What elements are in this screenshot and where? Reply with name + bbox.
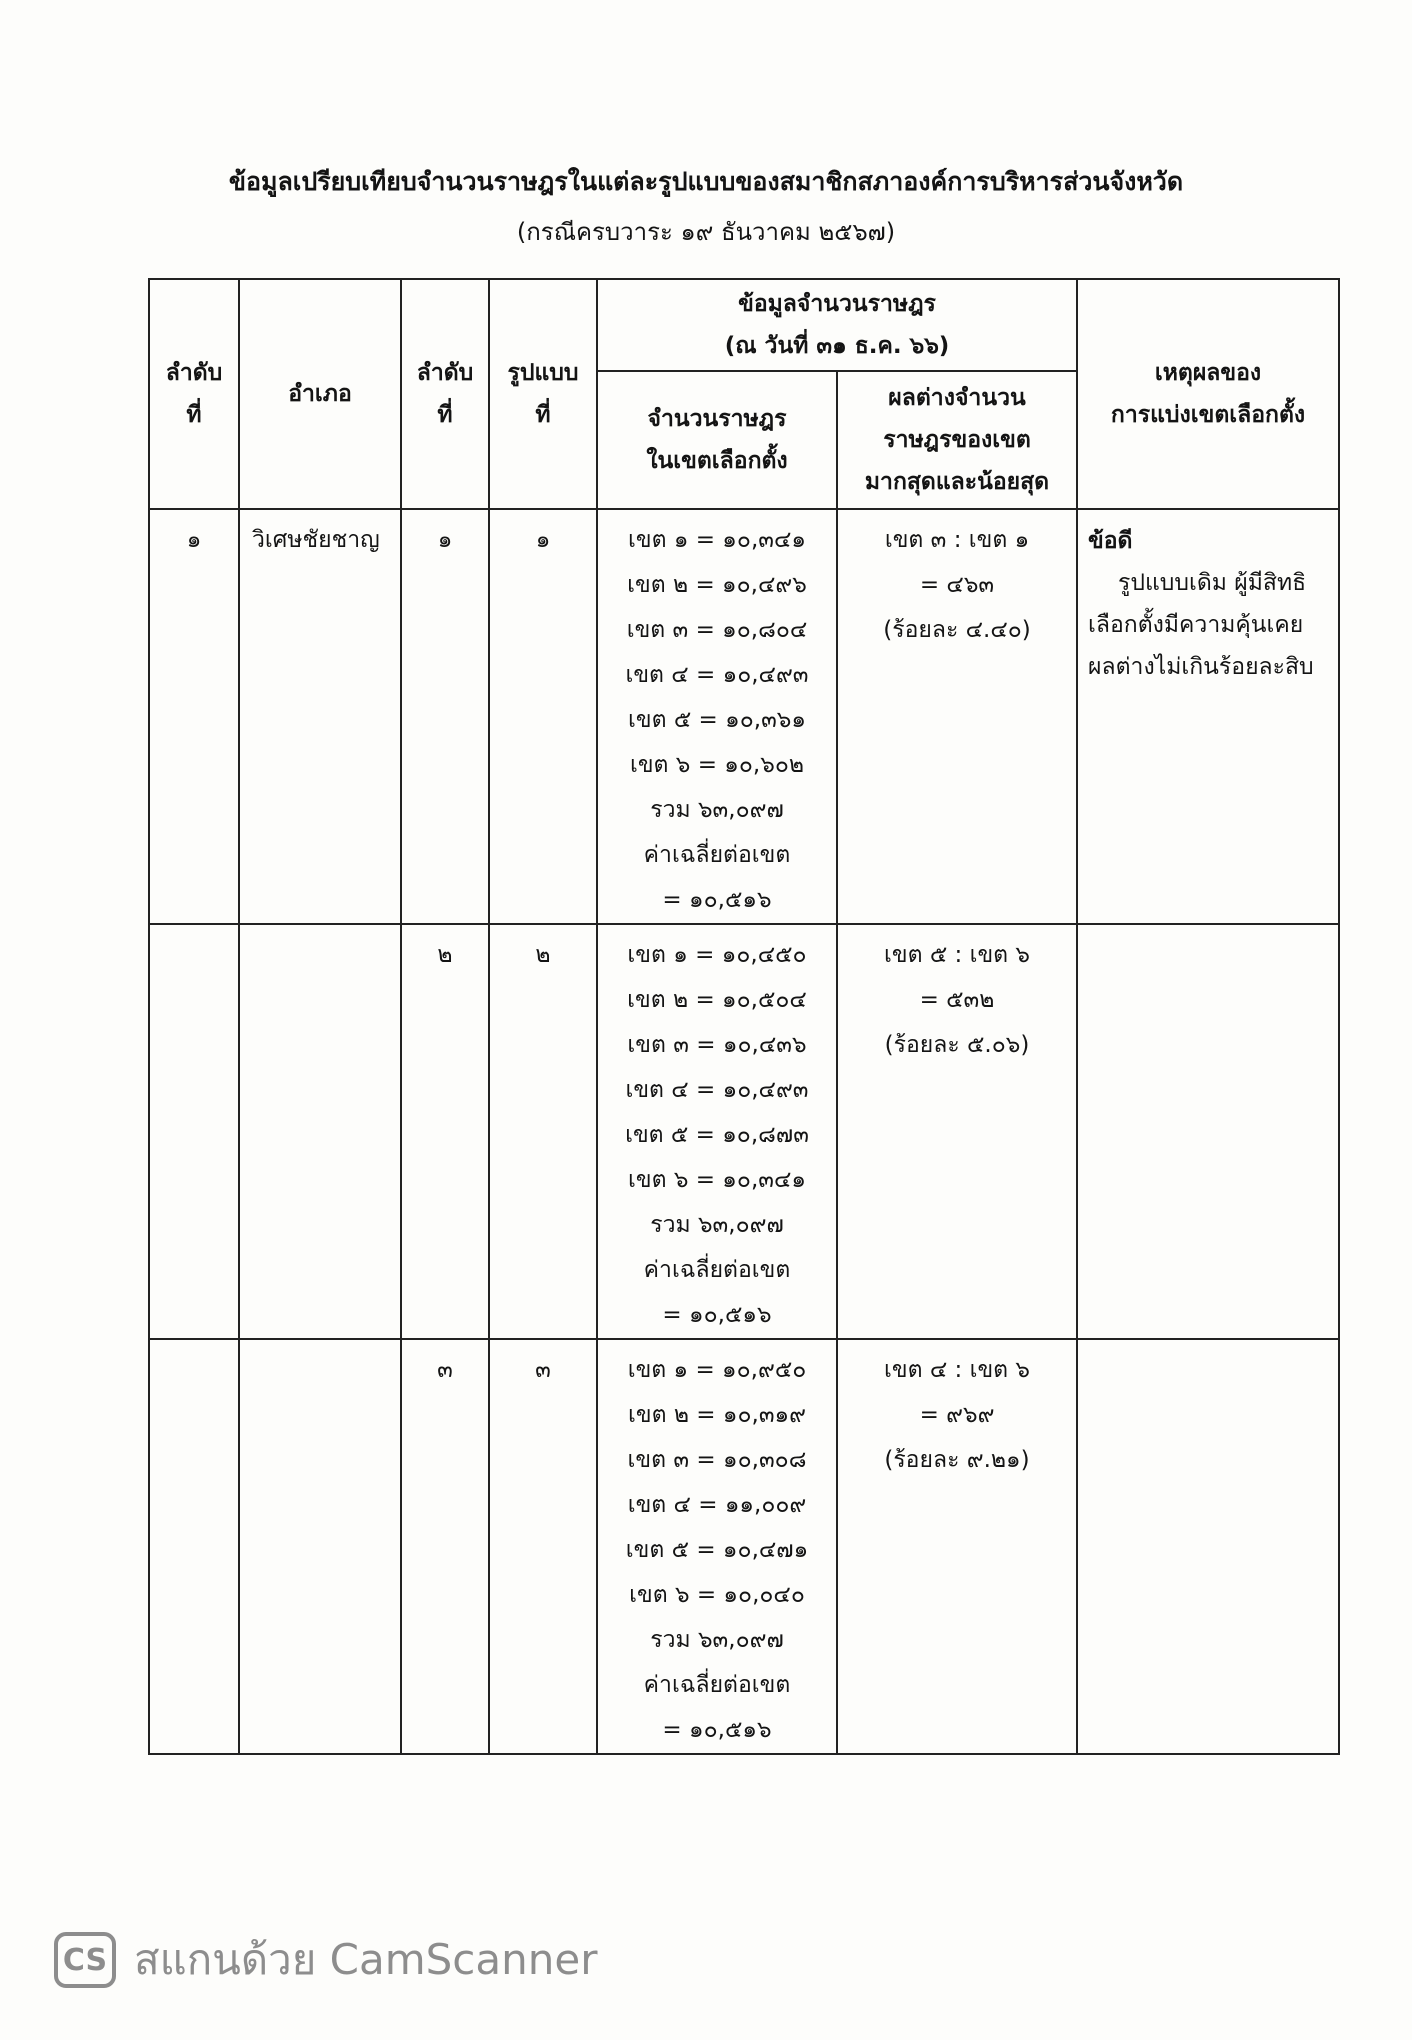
population-line: = ๑๐,๕๑๖ xyxy=(662,887,772,913)
camscanner-watermark xyxy=(54,1930,597,1990)
row-reason-cell xyxy=(1077,509,1339,924)
header-order-line2: ที่ xyxy=(437,402,453,428)
population-line: รวม ๖๓,๐๙๗ xyxy=(650,1627,784,1653)
row-reason-cell xyxy=(1077,924,1339,1339)
row-order-cell xyxy=(401,924,489,1339)
difference-line: = ๕๓๒ xyxy=(919,987,995,1013)
camscanner-label: สแกนด้วย CamScanner xyxy=(134,1935,598,1984)
table-row xyxy=(149,509,1339,924)
difference-line: = ๙๖๙ xyxy=(919,1402,995,1428)
row-order: ๓ xyxy=(437,1357,453,1383)
population-line: เขต ๖ = ๑๐,๐๔๐ xyxy=(629,1582,805,1608)
header-diff-line3: มากสุดและน้อยสุด xyxy=(864,469,1050,495)
row-seq-cell xyxy=(149,509,239,924)
row-reason-cell xyxy=(1077,1339,1339,1754)
row-format-cell xyxy=(489,509,597,924)
row-seq: ๑ xyxy=(186,527,202,553)
row-population-cell xyxy=(597,1339,837,1754)
population-line: เขต ๓ = ๑๐,๔๓๖ xyxy=(627,1032,807,1058)
difference-line: เขต ๔ : เขต ๖ xyxy=(883,1357,1031,1383)
header-seq xyxy=(149,279,239,509)
row-format-cell xyxy=(489,1339,597,1754)
difference-line: (ร้อยละ ๔.๔๐) xyxy=(883,617,1031,643)
header-pop-in-zone-line1: จำนวนราษฎร xyxy=(647,406,787,432)
population-line: เขต ๓ = ๑๐,๘๐๔ xyxy=(626,617,808,643)
population-line: เขต ๔ = ๑๐,๔๙๓ xyxy=(625,1077,809,1103)
difference-line: เขต ๕ : เขต ๖ xyxy=(883,942,1031,968)
row-order-cell xyxy=(401,509,489,924)
header-pop-in-zone-line2: ในเขตเลือกตั้ง xyxy=(646,448,788,474)
header-diff-line2: ราษฎรของเขต xyxy=(883,427,1031,453)
header-order-line1: ลำดับ xyxy=(416,360,474,386)
difference-line: (ร้อยละ ๙.๒๑) xyxy=(884,1447,1030,1473)
header-diff xyxy=(837,371,1077,509)
population-line: ค่าเฉลี่ยต่อเขต xyxy=(643,1672,791,1698)
population-line: เขต ๑ = ๑๐,๔๕๐ xyxy=(627,942,807,968)
population-line: เขต ๒ = ๑๐,๓๑๙ xyxy=(627,1402,806,1428)
row-population-cell xyxy=(597,924,837,1339)
difference-line: = ๔๖๓ xyxy=(919,572,995,598)
header-pop-in-zone xyxy=(597,371,837,509)
difference-line: (ร้อยละ ๕.๐๖) xyxy=(884,1032,1030,1058)
header-seq-line1: ลำดับ xyxy=(165,360,223,386)
row-format: ๓ xyxy=(535,1357,551,1383)
population-line: ค่าเฉลี่ยต่อเขต xyxy=(643,842,791,868)
population-line: รวม ๖๓,๐๙๗ xyxy=(650,797,784,823)
camscanner-logo-icon: CS xyxy=(54,1932,116,1988)
row-seq-cell xyxy=(149,1339,239,1754)
reason-text: รูปแบบเดิม ผู้มีสิทธิเลือกตั้งมีความคุ้นเคย ผลต่างไม่เกินร้อยละสิบ xyxy=(1088,570,1314,680)
document-subtitle: (กรณีครบวาระ ๑๙ ธันวาคม ๒๕๖๗) xyxy=(516,218,896,246)
population-line: เขต ๓ = ๑๐,๓๐๘ xyxy=(627,1447,807,1473)
row-population-cell xyxy=(597,509,837,924)
population-line: เขต ๕ = ๑๐,๔๗๑ xyxy=(625,1537,809,1563)
population-line: = ๑๐,๕๑๖ xyxy=(662,1302,772,1328)
row-difference-cell xyxy=(837,509,1077,924)
header-order xyxy=(401,279,489,509)
population-line: เขต ๔ = ๑๐,๔๙๓ xyxy=(625,662,809,688)
row-district-cell xyxy=(239,924,401,1339)
population-line: เขต ๔ = ๑๑,๐๐๙ xyxy=(627,1492,807,1518)
row-format: ๑ xyxy=(535,527,551,553)
header-reason-line1: เหตุผลของ xyxy=(1154,360,1262,386)
header-district: อำเภอ xyxy=(239,279,401,509)
header-reason-line2: การแบ่งเขตเลือกตั้ง xyxy=(1110,402,1306,428)
population-line: ค่าเฉลี่ยต่อเขต xyxy=(643,1257,791,1283)
row-district: วิเศษชัยชาญ xyxy=(252,527,380,553)
header-format-line2: ที่ xyxy=(535,402,551,428)
header-pop-data-line1: ข้อมูลจำนวนราษฎร xyxy=(738,291,936,317)
population-line: รวม ๖๓,๐๙๗ xyxy=(650,1212,784,1238)
row-district-cell xyxy=(239,1339,401,1754)
row-order: ๑ xyxy=(437,527,453,553)
reason-heading: ข้อดี xyxy=(1088,528,1133,554)
row-order: ๒ xyxy=(437,942,453,968)
population-line: เขต ๑ = ๑๐,๙๕๐ xyxy=(627,1357,807,1383)
difference-line: เขต ๓ : เขต ๑ xyxy=(884,527,1030,553)
row-order-cell xyxy=(401,1339,489,1754)
population-line: เขต ๖ = ๑๐,๓๔๑ xyxy=(627,1167,806,1193)
header-pop-data-line2: (ณ วันที่ ๓๑ ธ.ค. ๖๖) xyxy=(724,333,950,359)
comparison-table xyxy=(148,278,1340,1755)
population-line: เขต ๒ = ๑๐,๔๙๖ xyxy=(627,572,807,598)
header-pop-data xyxy=(597,279,1077,371)
population-line: = ๑๐,๕๑๖ xyxy=(662,1717,772,1743)
row-difference-cell xyxy=(837,924,1077,1339)
row-format: ๒ xyxy=(535,942,551,968)
table-row xyxy=(149,1339,1339,1754)
row-difference-cell xyxy=(837,1339,1077,1754)
population-line: เขต ๑ = ๑๐,๓๔๑ xyxy=(627,527,806,553)
row-format-cell xyxy=(489,924,597,1339)
header-reason xyxy=(1077,279,1339,509)
population-line: เขต ๖ = ๑๐,๖๐๒ xyxy=(629,752,805,778)
population-line: เขต ๒ = ๑๐,๕๐๔ xyxy=(627,987,807,1013)
row-seq-cell xyxy=(149,924,239,1339)
header-format-line1: รูปแบบ xyxy=(507,360,579,386)
population-line: เขต ๕ = ๑๐,๓๖๑ xyxy=(627,707,806,733)
row-district-cell xyxy=(239,509,401,924)
population-line: เขต ๕ = ๑๐,๘๗๓ xyxy=(625,1122,809,1148)
header-format xyxy=(489,279,597,509)
document-title: ข้อมูลเปรียบเทียบจำนวนราษฎรในแต่ละรูปแบบของสมาชิกสภาองค์การบริหารส่วนจังหวัด xyxy=(228,167,1184,196)
table-row xyxy=(149,924,1339,1339)
header-seq-line2: ที่ xyxy=(186,402,202,428)
header-diff-line1: ผลต่างจำนวน xyxy=(888,385,1026,411)
